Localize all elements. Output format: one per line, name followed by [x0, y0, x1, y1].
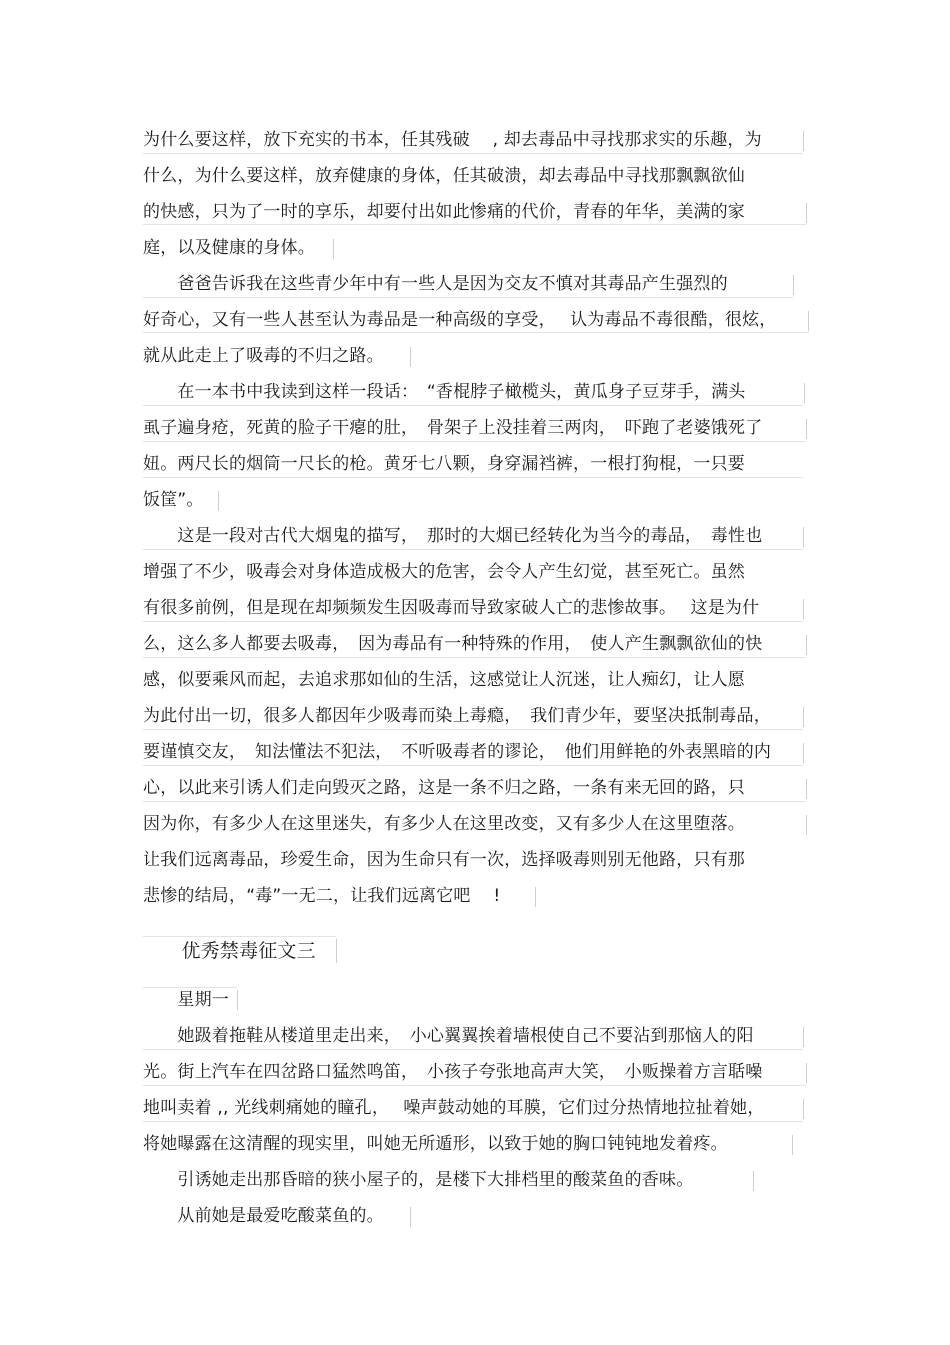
- section-title: 优秀禁毒征文三: [143, 940, 316, 962]
- line-divider: [143, 297, 793, 298]
- text-line: 好奇心，又有一些人甚至认为毒品是一种高级的享受， 认为毒品不毒很酷，很炫，: [143, 310, 777, 330]
- line-end-marker: [803, 1027, 804, 1047]
- line-end-marker: [806, 419, 807, 439]
- line-end-marker: [806, 815, 807, 835]
- line-divider: [143, 801, 806, 802]
- text-line: 将她曝露在这清醒的现实里，叫她无所遁形，以致于她的胸口钝钝地发着疼。: [143, 1134, 728, 1154]
- text-line: 为此付出一切，很多人都因年少吸毒而染上毒瘾， 我们青少年，要坚决抵制毒品，: [143, 706, 771, 726]
- text-line: 为什么要这样，放下充实的书本，任其残破 , 却去毒品中寻找那求实的乐趣，为: [143, 130, 762, 150]
- line-end-marker: [410, 1207, 411, 1227]
- text-line: 的快感，只为了一时的享乐，却要付出如此惨痛的代价，青春的年华，美满的家: [143, 202, 745, 222]
- line-end-marker: [804, 383, 805, 403]
- text-line: 感，似要乘风而起，去追求那如仙的生活，这感觉让人沉迷，让人痴幻，让人愿: [143, 670, 745, 690]
- line-end-marker: [753, 1171, 754, 1191]
- line-end-marker: [806, 203, 807, 223]
- line-divider: [143, 405, 803, 406]
- text-line: 就从此走上了吸毒的不归之路。: [143, 346, 384, 366]
- text-line: 妞。两尺长的烟筒一尺长的枪。黄牙七八颗，身穿漏裆裤，一根打狗棍，一只要: [143, 454, 745, 474]
- line-divider: [143, 621, 803, 622]
- weekday-label: 星期一: [143, 990, 229, 1010]
- line-end-marker: [237, 990, 238, 1010]
- line-divider: [143, 1049, 803, 1050]
- text-line: 地叫卖着 ,, 光线刺痛她的瞳孔， 噪声鼓动她的耳膜，它们过分热情地拉扯着她，: [143, 1098, 765, 1118]
- text-line: 悲惨的结局，“毒”一无二，让我们远离它吧 !: [143, 886, 501, 906]
- line-divider: [143, 1121, 803, 1122]
- line-end-marker: [336, 939, 337, 963]
- text-line: 庭，以及健康的身体。: [143, 238, 315, 258]
- line-divider: [143, 477, 803, 478]
- line-end-marker: [806, 1063, 807, 1083]
- text-line: 让我们远离毒品，珍爱生命，因为生命只有一次，选择吸毒则别无他路，只有那: [143, 850, 745, 870]
- line-divider: [143, 987, 237, 988]
- text-line: 么，这么多人都要去吸毒， 因为毒品有一种特殊的作用， 使人产生飘飘欲仙的快: [143, 634, 763, 654]
- text-line: 增强了不少，吸毒会对身体造成极大的危害，会令人产生幻觉，甚至死亡。虽然: [143, 562, 745, 582]
- text-line: 要谨慎交友， 知法懂法不犯法， 不听吸毒者的谬论， 他们用鲜艳的外表黑暗的内: [143, 742, 772, 762]
- line-end-marker: [410, 347, 411, 367]
- line-end-marker: [803, 707, 804, 727]
- line-divider: [143, 657, 806, 658]
- line-end-marker: [218, 491, 219, 511]
- line-divider: [143, 1085, 806, 1086]
- text-line: 心，以此来引诱人们走向毁灭之路，这是一条不归之路，一条有来无回的路，只: [143, 778, 745, 798]
- line-divider: [143, 729, 803, 730]
- line-divider: [143, 441, 806, 442]
- line-end-marker: [803, 527, 804, 547]
- text-line: 因为你，有多少人在这里迷失，有多少人在这里改变，又有多少人在这里堕落。: [143, 814, 745, 834]
- line-end-marker: [803, 743, 804, 763]
- line-end-marker: [803, 131, 804, 151]
- text-line: 饭筐”。: [143, 490, 204, 510]
- text-line: 有很多前例，但是现在却频频发生因吸毒而导致家破人亡的悲惨故事。 这是为什: [143, 598, 760, 618]
- text-line: 虱子遍身疮，死黄的脸子干瘪的肚， 骨架子上没挂着三两肉， 吓跑了老婆饿死了: [143, 418, 763, 438]
- line-end-marker: [806, 779, 807, 799]
- line-end-marker: [803, 1099, 804, 1119]
- line-divider: [143, 153, 803, 154]
- text-line: 爸爸告诉我在这些青少年中有一些人是因为交友不慎对其毒品产生强烈的: [143, 274, 728, 294]
- line-end-marker: [806, 635, 807, 655]
- line-divider: [143, 765, 803, 766]
- line-divider: [143, 549, 803, 550]
- text-line: 什么，为什么要这样，放弃健康的身体，任其破溃，却去毒品中寻找那飘飘欲仙: [143, 166, 745, 186]
- line-divider: [143, 936, 336, 937]
- line-end-marker: [535, 887, 536, 907]
- line-end-marker: [793, 275, 794, 295]
- text-line: 她趿着拖鞋从楼道里走出来， 小心翼翼挨着墙根使自己不要沾到那恼人的阳: [143, 1026, 754, 1046]
- text-line: 这是一段对古代大烟鬼的描写， 那时的大烟已经转化为当今的毒品， 毒性也: [143, 526, 763, 546]
- line-end-marker: [333, 239, 334, 259]
- line-divider: [143, 332, 809, 333]
- text-line: 在一本书中我读到这样一段话： “香棍脖子橄榄头，黄瓜身子豆芽手，满头: [143, 382, 746, 402]
- text-line: 光。街上汽车在四岔路口猛然鸣笛， 小孩子夸张地高声大笑， 小贩操着方言聒噪: [143, 1062, 763, 1082]
- line-end-marker: [792, 1135, 793, 1155]
- text-line: 引诱她走出那昏暗的狭小屋子的，是楼下大排档里的酸菜鱼的香味。: [143, 1170, 694, 1190]
- text-line: 从前她是最爱吃酸菜鱼的。: [143, 1206, 384, 1226]
- line-divider: [143, 224, 806, 225]
- line-end-marker: [803, 599, 804, 619]
- line-end-marker: [808, 311, 809, 331]
